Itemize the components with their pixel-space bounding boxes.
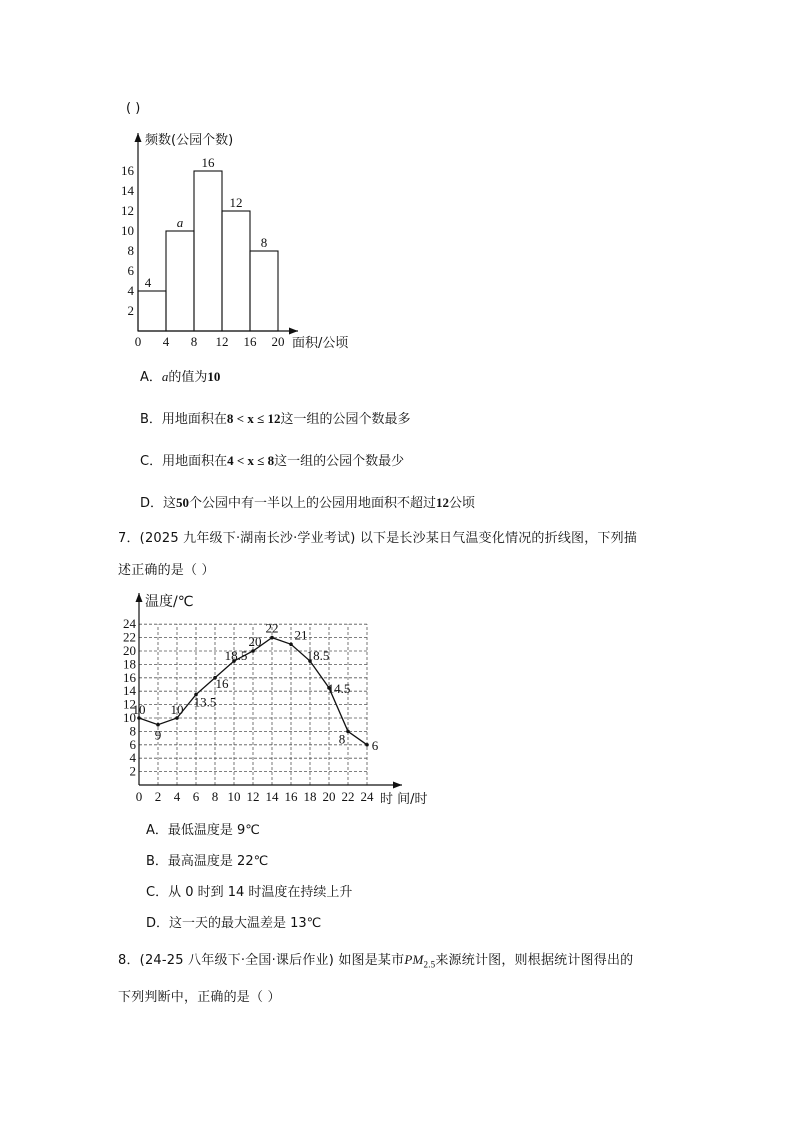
y-tick-label: 2 [127, 303, 134, 318]
x-tick-label: 14 [265, 789, 279, 804]
y-tick-label: 12 [121, 203, 134, 218]
data-point-label: 22 [265, 620, 279, 636]
x-tick-label: 6 [192, 789, 200, 804]
histogram-bar [250, 251, 278, 331]
option-a-rest: 的值为 [168, 370, 208, 385]
question-8-text-b: 来源统计图，则根据统计图得出的 [435, 953, 634, 968]
option-c-rest: 这一组的公园个数最少 [274, 454, 405, 469]
y-axis-label: 频数(公园个数) [145, 133, 234, 148]
q7-option-a: A．最低温度是 9℃ [146, 823, 260, 838]
y-tick-label: 10 [121, 223, 134, 238]
y-tick-label: 18 [123, 656, 136, 672]
x-tick-label: 0 [135, 789, 143, 804]
x-tick-label: 22 [341, 789, 355, 804]
data-point-label: 10 [132, 702, 146, 717]
y-tick-label: 4 [127, 283, 134, 298]
option-d-prefix: D．这 [140, 496, 177, 511]
data-point-label: 9 [154, 727, 162, 743]
option-d-num1: 50 [176, 495, 190, 510]
y-tick-label: 6 [127, 263, 134, 278]
option-d-rest: 公顷 [449, 496, 476, 511]
option-c-math: 4 < x ≤ 8 [227, 453, 275, 468]
pm-subscript: 2.5 [423, 959, 436, 970]
y-tick-label: 10 [123, 710, 136, 725]
x-tick-label: 8 [211, 789, 219, 804]
question-answer-bracket: ( ) [126, 101, 141, 116]
data-point [156, 723, 160, 727]
y-tick-label: 8 [127, 243, 134, 258]
q7-option-c: C．从 0 时到 14 时温度在持续上升 [146, 885, 353, 900]
data-point-label: 14.5 [327, 680, 351, 696]
y-axis-arrow [135, 133, 142, 142]
y-tick-label: 20 [123, 643, 136, 658]
x-tick-label: 24 [360, 789, 374, 804]
y-tick-label: 14 [123, 683, 136, 699]
bar-value-label: 16 [201, 155, 215, 170]
y-tick-label: 22 [123, 629, 136, 645]
option-d [140, 492, 475, 511]
x-tick-label: 0 [134, 334, 142, 349]
option-b-math: 8 < x ≤ 12 [226, 411, 281, 426]
y-tick-label: 16 [121, 163, 134, 178]
bar-value-label: 8 [260, 235, 268, 250]
data-point-label: 18.5 [306, 648, 330, 664]
question-8-text-a: 8．(24-25 八年级下·全国·课后作业) 如图是某市 [118, 953, 405, 968]
option-d-num2: 12 [436, 495, 450, 510]
option-a-num: 10 [207, 369, 221, 384]
x-tick-label: 16 [284, 789, 298, 804]
question-7-line-2: 述正确的是（ ） [118, 563, 215, 578]
temperature-line-chart [110, 585, 450, 810]
y-axis-label: 温度/℃ [145, 594, 194, 610]
option-a [140, 366, 220, 385]
histogram-bar [166, 231, 194, 331]
x-tick-label: 10 [227, 789, 241, 804]
option-b-prefix: B．用地面积在 [140, 412, 227, 427]
bar-value-label: 12 [229, 195, 243, 210]
histogram-bar [222, 211, 250, 331]
bar-value-label: 4 [144, 275, 152, 290]
data-point [346, 730, 350, 734]
data-point-label: 6 [371, 737, 379, 753]
option-d-mid: 个公园中有一半以上的公园用地面积不超过 [189, 496, 437, 511]
x-tick-label: 16 [243, 334, 257, 349]
histogram-bar [138, 291, 166, 331]
x-tick-label: 4 [173, 789, 181, 804]
data-point-label: 8 [338, 731, 346, 747]
question-7-line-1: 7．(2025 九年级下·湖南长沙·学业考试) 以下是长沙某日气温变化情况的折线图，下列描 [118, 531, 638, 546]
data-point [251, 649, 255, 653]
y-axis-arrow [136, 593, 143, 602]
data-point [365, 743, 369, 747]
y-tick-label: 4 [129, 750, 136, 766]
data-point-label: 16 [215, 675, 229, 691]
data-point-label: 13.5 [193, 694, 217, 710]
option-a-prefix: A． [140, 370, 162, 385]
x-tick-label: 2 [154, 789, 162, 804]
x-axis-arrow [289, 328, 298, 335]
y-tick-label: 8 [129, 723, 136, 739]
x-tick-label: 20 [322, 789, 336, 804]
histogram-bar [194, 171, 222, 331]
x-axis-label: 面积/公顷 [292, 336, 349, 351]
data-point [270, 636, 274, 640]
option-c-prefix: C．用地面积在 [140, 454, 228, 469]
pm-symbol: PM [404, 952, 424, 967]
y-tick-label: 16 [123, 669, 136, 685]
question-8-line-1 [118, 949, 633, 970]
data-point [289, 643, 293, 647]
data-point-label: 20 [248, 634, 262, 649]
bar-value-label: a [176, 215, 184, 230]
x-tick-label: 4 [162, 334, 170, 349]
x-axis-arrow [393, 782, 402, 789]
histogram-chart [110, 125, 370, 360]
x-tick-label: 8 [190, 334, 198, 349]
x-tick-label: 18 [303, 789, 317, 804]
x-tick-label: 12 [215, 334, 229, 349]
x-tick-label: 20 [271, 334, 285, 349]
q7-option-b: B．最高温度是 22℃ [146, 854, 269, 869]
y-tick-label: 6 [129, 736, 136, 752]
option-c [140, 450, 404, 469]
y-tick-label: 12 [123, 696, 136, 712]
option-b-rest: 这一组的公园个数最多 [280, 412, 411, 427]
option-a-var: a [161, 369, 169, 384]
y-tick-label: 24 [123, 616, 136, 632]
x-axis-label: 时 间/时 [380, 792, 428, 807]
data-point-label: 10 [170, 702, 184, 717]
q7-option-d: D．这一天的最大温差是 13℃ [146, 916, 322, 931]
data-point-label: 18.5 [224, 648, 248, 664]
x-tick-label: 12 [246, 789, 260, 804]
y-tick-label: 2 [129, 763, 136, 779]
y-tick-label: 14 [121, 183, 134, 198]
data-point-label: 21 [294, 627, 308, 643]
option-b [140, 408, 410, 427]
question-8-line-2: 下列判断中，正确的是（ ） [118, 990, 281, 1005]
